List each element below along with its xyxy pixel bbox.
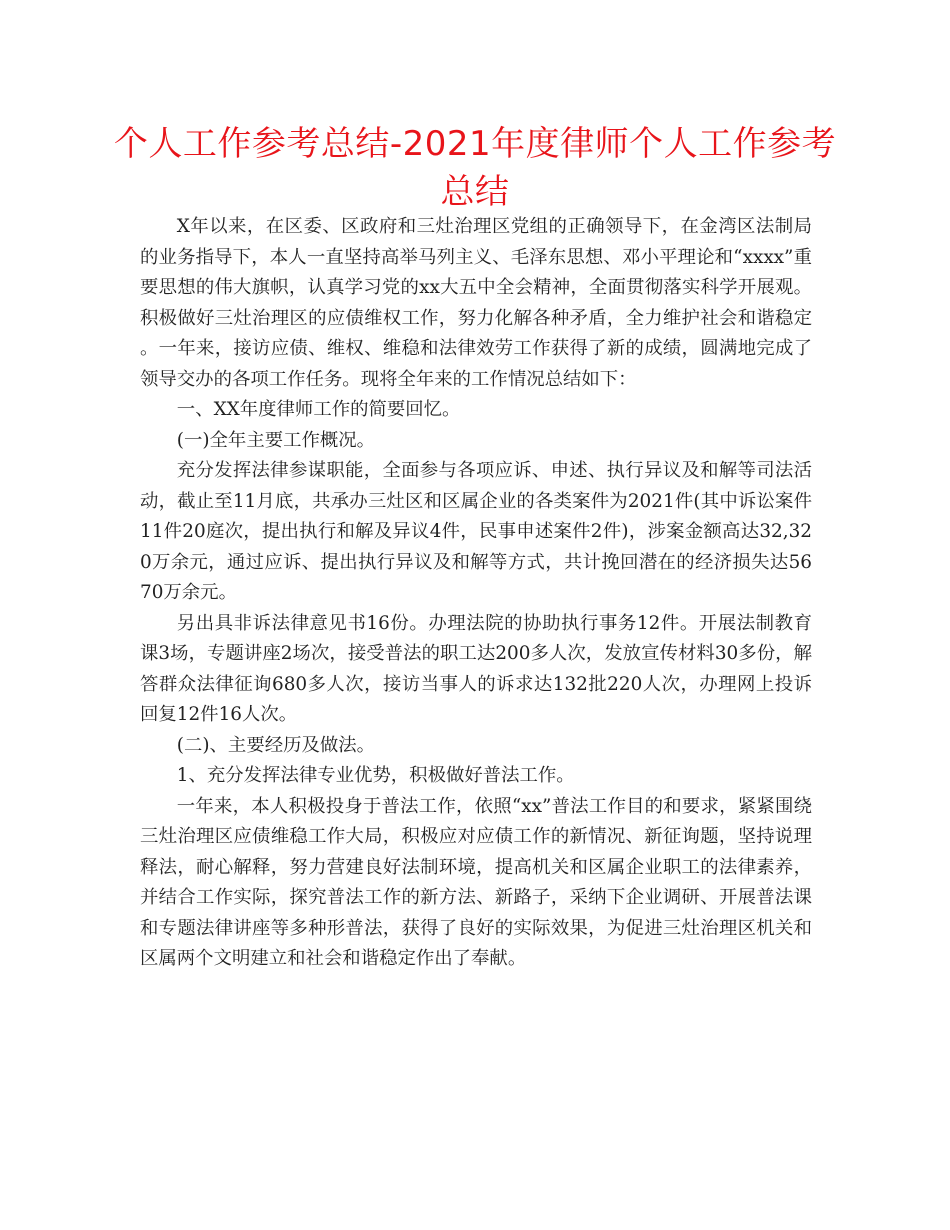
item-heading-1: 1、充分发挥法律专业优势，积极做好普法工作。	[176, 765, 575, 786]
subsection-heading-2: (二)、主要经历及做法。	[176, 734, 376, 756]
paragraph-non-litigation: 另出具非诉法律意见书16份。办理法院的协助执行事务12件。开展法制教育课3场，专题讲座2场次，接受普法的职工达200多人次，发放宣传材料30多份，解答群众法律征询680多人次，接访当事人的诉求达132批220人次，办理网上投诉回复12件16人次。	[140, 612, 812, 725]
paragraph-intro: X年以来，在区委、区政府和三灶治理区党组的正确领导下，在金湾区法制局的业务指导下，本人一直坚持高举马列主义、毛泽东思想、邓小平理论和“xxxx”重要思想的伟大旗帜，认真学习党的xx大五中全会精神，全面贯彻落实科学开展观。积极做好三灶治理区的应债维权工作，努力化解各种矛盾，全力维护社会和谐稳定。一年来，接访应债、维权、维稳和法律效劳工作获得了新的成绩，圆满地完成了领导交办的各项工作任务。现将全年来的工作情况总结如下：	[140, 216, 812, 390]
document-title: 个人工作参考总结-2021年度律师个人工作参考总结	[113, 124, 837, 212]
document-body	[140, 212, 812, 975]
paragraph-cases: 充分发挥法律参谋职能，全面参与各项应诉、申述、执行异议及和解等司法活动，截止至11月底，共承办三灶区和区属企业的各类案件为2021件(其中诉讼案件11件20庭次，提出执行和解及异议4件，民事申述案件2件)，涉案金额高达32,320万余元，通过应诉、提出执行异议及和解等方式，共计挽回潜在的经济损失达5670万余元。	[140, 460, 812, 603]
paragraph-legal-education: 一年来，本人积极投身于普法工作，依照“xx”普法工作目的和要求，紧紧围绕三灶治理区应债维稳工作大局，积极应对应债工作的新情况、新征询题，坚持说理释法，耐心解释，努力营建良好法制环境，提高机关和区属企业职工的法律素养，并结合工作实际，探究普法工作的新方法、新路子，采纳下企业调研、开展普法课和专题法律讲座等多种形普法，获得了良好的实际效果，为促进三灶治理区机关和区属两个文明建立和社会和谐稳定作出了奉献。	[140, 795, 812, 969]
section-heading-1: 一、XX年度律师工作的简要回忆。	[176, 399, 461, 420]
subsection-heading-1: (一)全年主要工作概况。	[176, 429, 376, 451]
